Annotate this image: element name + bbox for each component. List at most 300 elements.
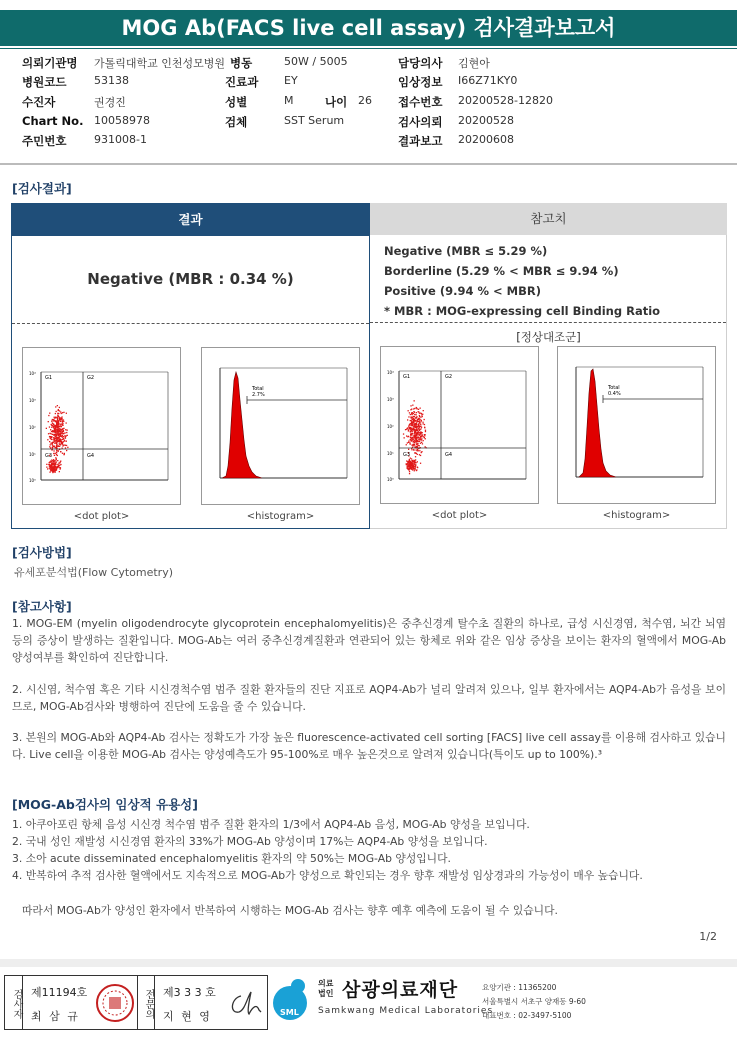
signature-stroke bbox=[232, 992, 261, 1014]
scatter-dot bbox=[63, 419, 64, 420]
scatter-dot bbox=[60, 467, 61, 468]
scatter-dot bbox=[419, 450, 420, 451]
scatter-dot bbox=[50, 436, 51, 437]
scatter-dot bbox=[67, 447, 68, 448]
scatter-dot bbox=[62, 439, 63, 440]
histogram-gate-value: 0.4% bbox=[608, 391, 621, 397]
scatter-dot bbox=[411, 445, 412, 446]
scatter-dot bbox=[409, 473, 410, 474]
scatter-dot bbox=[414, 414, 415, 415]
scatter-dot bbox=[419, 422, 420, 423]
request-date-label: 검사의뢰 bbox=[398, 115, 443, 129]
scatter-dot bbox=[51, 433, 52, 434]
scatter-dot bbox=[409, 428, 410, 429]
control-histogram-caption: <histogram> bbox=[602, 510, 671, 521]
scatter-dot bbox=[49, 446, 50, 447]
scatter-dot bbox=[421, 413, 422, 414]
clinical-info-value: I66Z71KY0 bbox=[458, 74, 518, 87]
scatter-dot bbox=[416, 429, 417, 430]
scatter-dot bbox=[411, 463, 412, 464]
scatter-dot bbox=[50, 467, 51, 468]
scatter-dot bbox=[51, 424, 52, 425]
scatter-dot bbox=[62, 442, 63, 443]
scatter-dot bbox=[419, 454, 420, 455]
scatter-dot bbox=[54, 460, 55, 461]
scatter-dot bbox=[53, 437, 54, 438]
scatter-dot bbox=[58, 425, 59, 426]
patient-dot-plot-caption: <dot plot> bbox=[73, 511, 130, 522]
scatter-dot bbox=[59, 407, 60, 408]
ref-note: * MBR : MOG-expressing cell Binding Ratio bbox=[384, 304, 661, 318]
org-contact bbox=[482, 981, 586, 1023]
scatter-dot bbox=[49, 441, 50, 442]
scatter-dot bbox=[407, 463, 408, 464]
scatter-dot bbox=[409, 459, 410, 460]
scatter-dot bbox=[424, 434, 425, 435]
control-dot-points bbox=[403, 400, 427, 474]
quadrant-label-g1: G1 bbox=[45, 375, 53, 381]
scatter-dot bbox=[419, 445, 420, 446]
scatter-dot bbox=[59, 444, 60, 445]
scatter-dot bbox=[415, 432, 416, 433]
scatter-dot bbox=[424, 424, 425, 425]
signature-box bbox=[4, 975, 268, 1030]
note-paragraph-2: 2. 시신염, 척수염 혹은 기타 시신경척수염 범주 질환 환자들의 진단 지표로 AQP4-Ab가 널리 알려져 있으나, 일부 환자에서는 AQP4-Ab가 음성을 보이므로, MOG-Ab검사와 병행하여 진단에 도움을 줄 수 있습니다. bbox=[12, 683, 726, 713]
scatter-dot bbox=[408, 442, 409, 443]
scatter-dot bbox=[53, 459, 54, 460]
examiner-license: 제11194호 bbox=[31, 986, 88, 999]
scatter-dot bbox=[422, 443, 423, 444]
scatter-dot bbox=[57, 460, 58, 461]
scatter-dot bbox=[406, 464, 407, 465]
scatter-dot bbox=[50, 443, 51, 444]
scatter-dot bbox=[412, 405, 413, 406]
scatter-dot bbox=[413, 413, 414, 414]
scatter-dot bbox=[53, 450, 54, 451]
scatter-dot bbox=[56, 440, 57, 441]
scatter-dot bbox=[418, 428, 419, 429]
scatter-dot bbox=[64, 435, 65, 436]
scatter-dot bbox=[49, 426, 50, 427]
scatter-dot bbox=[65, 429, 66, 430]
ref-positive: Positive (9.94 % < MBR) bbox=[384, 284, 541, 298]
scatter-dot bbox=[420, 443, 421, 444]
y-tick-label: 10⁴ bbox=[29, 371, 36, 376]
scatter-dot bbox=[416, 416, 417, 417]
scatter-dot bbox=[410, 465, 411, 466]
scatter-dot bbox=[420, 408, 421, 409]
scatter-dot bbox=[55, 435, 56, 436]
result-column bbox=[11, 203, 370, 529]
scatter-dot bbox=[410, 420, 411, 421]
scatter-dot bbox=[412, 414, 413, 415]
scatter-dot bbox=[420, 421, 421, 422]
scatter-dot bbox=[57, 421, 58, 422]
scatter-dot bbox=[56, 411, 57, 412]
specialist-license: 제3 3 3 호 bbox=[163, 986, 216, 999]
sex-value: M bbox=[284, 94, 294, 107]
y-tick-label: 10³ bbox=[387, 397, 394, 402]
scatter-dot bbox=[47, 439, 48, 440]
scatter-dot bbox=[50, 429, 51, 430]
scatter-dot bbox=[63, 428, 64, 429]
scatter-dot bbox=[411, 449, 412, 450]
scatter-dot bbox=[410, 428, 411, 429]
scatter-dot bbox=[62, 433, 63, 434]
scatter-dot bbox=[424, 427, 425, 428]
scatter-dot bbox=[55, 436, 56, 437]
hospital-code-value: 53138 bbox=[94, 74, 129, 87]
request-date-value: 20200528 bbox=[458, 114, 514, 127]
control-dot-plot-caption: <dot plot> bbox=[431, 510, 488, 521]
scatter-dot bbox=[409, 467, 410, 468]
scatter-dot bbox=[54, 461, 55, 462]
scatter-dot bbox=[408, 426, 409, 427]
scatter-dot bbox=[414, 412, 415, 413]
scatter-dot bbox=[425, 431, 426, 432]
ref-borderline: Borderline (5.29 % < MBR ≤ 9.94 %) bbox=[384, 264, 619, 278]
scatter-dot bbox=[63, 433, 64, 434]
y-tick-label: 10³ bbox=[29, 398, 36, 403]
scatter-dot bbox=[53, 419, 54, 420]
scatter-dot bbox=[414, 462, 415, 463]
scatter-dot bbox=[53, 420, 54, 421]
scatter-dot bbox=[57, 419, 58, 420]
scatter-dot bbox=[61, 430, 62, 431]
scatter-dot bbox=[412, 460, 413, 461]
scatter-dot bbox=[53, 426, 54, 427]
scatter-dot bbox=[417, 461, 418, 462]
scatter-dot bbox=[418, 411, 419, 412]
scatter-dot bbox=[407, 428, 408, 429]
scatter-dot bbox=[52, 464, 53, 465]
scatter-dot bbox=[49, 466, 50, 467]
scatter-dot bbox=[408, 449, 409, 450]
scatter-dot bbox=[57, 413, 58, 414]
scatter-dot bbox=[406, 435, 407, 436]
scatter-dot bbox=[58, 438, 59, 439]
scatter-dot bbox=[415, 424, 416, 425]
scatter-dot bbox=[63, 454, 64, 455]
scatter-dot bbox=[413, 418, 414, 419]
scatter-dot bbox=[414, 400, 415, 401]
physician-label: 담당의사 bbox=[398, 56, 443, 70]
scatter-dot bbox=[414, 426, 415, 427]
scatter-dot bbox=[406, 444, 407, 445]
scatter-dot bbox=[417, 421, 418, 422]
scatter-dot bbox=[415, 420, 416, 421]
org-code: 요양기관 : 11365200 bbox=[482, 983, 557, 992]
scatter-dot bbox=[418, 434, 419, 435]
scatter-dot bbox=[51, 439, 52, 440]
patient-histogram-caption: <histogram> bbox=[246, 511, 315, 522]
scatter-dot bbox=[408, 466, 409, 467]
clinical-heading: [MOG-Ab검사의 임상적 유용성] bbox=[12, 797, 198, 812]
scatter-dot bbox=[415, 468, 416, 469]
scatter-dot bbox=[421, 427, 422, 428]
quadrant-label-g1: G1 bbox=[403, 374, 411, 380]
scatter-dot bbox=[66, 432, 67, 433]
scatter-dot bbox=[408, 461, 409, 462]
scatter-dot bbox=[411, 431, 412, 432]
scatter-dot bbox=[419, 418, 420, 419]
scatter-dot bbox=[53, 442, 54, 443]
scatter-dot bbox=[412, 468, 413, 469]
scatter-dot bbox=[60, 435, 61, 436]
scatter-dot bbox=[423, 410, 424, 411]
scatter-dot bbox=[62, 445, 63, 446]
scatter-dot bbox=[53, 435, 54, 436]
scatter-dot bbox=[420, 436, 421, 437]
reference-header: 참고치 bbox=[370, 203, 727, 235]
scatter-dot bbox=[414, 452, 415, 453]
scatter-dot bbox=[422, 414, 423, 415]
clinical-line-4: 4. 반복하여 추적 검사한 혈액에서도 지속적으로 MOG-Ab가 양성으로 확인되는 경우 향후 재발성 임상경과의 가능성이 매우 높습니다. bbox=[12, 869, 643, 882]
scatter-dot bbox=[424, 437, 425, 438]
scatter-dot bbox=[49, 472, 50, 473]
clinical-line-5: 따라서 MOG-Ab가 양성인 환자에서 반복하여 시행하는 MOG-Ab 검사는 향후 예후 예측에 도움이 될 수 있습니다. bbox=[22, 904, 558, 917]
scatter-dot bbox=[415, 430, 416, 431]
scatter-dot bbox=[416, 414, 417, 415]
hospital-code-label: 병원코드 bbox=[22, 75, 67, 89]
scatter-dot bbox=[416, 440, 417, 441]
scatter-dot bbox=[55, 406, 56, 407]
scatter-dot bbox=[58, 416, 59, 417]
scatter-dot bbox=[409, 468, 410, 469]
result-header: 결과 bbox=[12, 204, 369, 236]
scatter-dot bbox=[418, 432, 419, 433]
scatter-dot bbox=[418, 441, 419, 442]
scatter-dot bbox=[416, 434, 417, 435]
histogram-gate-label: Total bbox=[608, 385, 620, 391]
scatter-dot bbox=[410, 440, 411, 441]
scatter-dot bbox=[48, 433, 49, 434]
scatter-dot bbox=[59, 440, 60, 441]
scatter-dot bbox=[58, 421, 59, 422]
specialist-name: 지 현 영 bbox=[163, 1010, 212, 1023]
physician-value: 김현아 bbox=[458, 57, 490, 70]
receipt-no-value: 20200528-12820 bbox=[458, 94, 553, 107]
scatter-dot bbox=[61, 426, 62, 427]
scatter-dot bbox=[420, 417, 421, 418]
scatter-dot bbox=[423, 423, 424, 424]
scatter-dot bbox=[54, 443, 55, 444]
scatter-dot bbox=[425, 430, 426, 431]
reference-divider bbox=[370, 322, 726, 323]
scatter-dot bbox=[59, 471, 60, 472]
scatter-dot bbox=[411, 434, 412, 435]
org-english-name: Samkwang Medical Laboratories bbox=[318, 1006, 494, 1016]
scatter-dot bbox=[55, 417, 56, 418]
scatter-dot bbox=[412, 425, 413, 426]
patient-histogram bbox=[201, 347, 360, 505]
specimen-value: SST Serum bbox=[284, 114, 345, 127]
scatter-dot bbox=[411, 423, 412, 424]
scatter-dot bbox=[415, 438, 416, 439]
scatter-dot bbox=[420, 463, 421, 464]
scatter-dot bbox=[46, 467, 47, 468]
scatter-dot bbox=[410, 416, 411, 417]
scatter-dot bbox=[53, 428, 54, 429]
scatter-dot bbox=[57, 432, 58, 433]
scatter-dot bbox=[53, 471, 54, 472]
scatter-dot bbox=[47, 468, 48, 469]
scatter-dot bbox=[56, 452, 57, 453]
scatter-dot bbox=[60, 423, 61, 424]
scatter-dot bbox=[56, 444, 57, 445]
scatter-dot bbox=[55, 457, 56, 458]
footer-band bbox=[0, 959, 737, 967]
scatter-dot bbox=[50, 462, 51, 463]
scatter-dot bbox=[413, 416, 414, 417]
scatter-dot bbox=[407, 442, 408, 443]
scatter-dot bbox=[56, 468, 57, 469]
histogram-gate-label: Total bbox=[252, 386, 264, 392]
scatter-dot bbox=[425, 446, 426, 447]
age-label: 나이 bbox=[325, 95, 348, 109]
rrn-label: 주민번호 bbox=[22, 134, 67, 148]
scatter-dot bbox=[62, 428, 63, 429]
sml-logo-icon bbox=[270, 975, 314, 1027]
scatter-dot bbox=[60, 426, 61, 427]
ward-value: 50W / 5005 bbox=[284, 55, 348, 68]
title-divider bbox=[0, 48, 737, 49]
y-tick-label: 10⁰ bbox=[29, 478, 36, 483]
scatter-dot bbox=[414, 463, 415, 464]
scatter-dot bbox=[48, 415, 49, 416]
scatter-dot bbox=[421, 452, 422, 453]
scatter-dot bbox=[58, 427, 59, 428]
scatter-dot bbox=[414, 440, 415, 441]
specialist-signature bbox=[227, 986, 263, 1020]
scatter-dot bbox=[413, 450, 414, 451]
scatter-dot bbox=[57, 455, 58, 456]
scatter-dot bbox=[55, 453, 56, 454]
scatter-dot bbox=[413, 465, 414, 466]
organization-logo-area bbox=[270, 975, 730, 1030]
scatter-dot bbox=[416, 469, 417, 470]
patient-dot-plot bbox=[22, 347, 181, 505]
histogram-gate-value: 2.7% bbox=[252, 392, 265, 398]
logo-head-circle bbox=[291, 979, 305, 993]
scatter-dot bbox=[412, 466, 413, 467]
clinical-line-1: 1. 아쿠아포린 항체 음성 시신경 척수염 범주 질환 환자의 1/3에서 AQP4-Ab 음성, MOG-Ab 양성을 보입니다. bbox=[12, 818, 530, 831]
examiner-label: 검사자 bbox=[5, 976, 23, 1029]
chart-no-value: 10058978 bbox=[94, 114, 150, 127]
scatter-dot bbox=[403, 433, 404, 434]
scatter-dot bbox=[50, 447, 51, 448]
scatter-dot bbox=[411, 412, 412, 413]
method-heading: [검사방법] bbox=[12, 545, 72, 560]
scatter-dot bbox=[66, 445, 67, 446]
scatter-dot bbox=[416, 435, 417, 436]
scatter-dot bbox=[53, 453, 54, 454]
scatter-dot bbox=[55, 421, 56, 422]
scatter-dot bbox=[58, 465, 59, 466]
scatter-dot bbox=[55, 432, 56, 433]
scatter-dot bbox=[416, 449, 417, 450]
scatter-dot bbox=[59, 446, 60, 447]
method-text: 유세포분석법(Flow Cytometry) bbox=[14, 566, 174, 579]
scatter-dot bbox=[418, 437, 419, 438]
scatter-dot bbox=[59, 441, 60, 442]
note-paragraph-1: 1. MOG-EM (myelin oligodendrocyte glycoprotein encephalomyelitis)은 중추신경계 탈수초 질환의 하나로, 급성 시신경염, 척수염, 뇌간 뇌염 등의 증상이 발생하는 질환입니다. MOG-Ab는 여러 중추신경계질환과 연관되어 있는 항체로 위와 같은 임상 증상을 보이는 환자의 혈액에서 MOG-Ab 양성여부를 확인하여 진단합니다. bbox=[12, 617, 726, 664]
org-address: 서울특별시 서초구 양재동 9-60 bbox=[482, 997, 586, 1006]
scatter-dot bbox=[418, 423, 419, 424]
org-name: 삼광의료재단 bbox=[342, 979, 459, 1001]
scatter-dot bbox=[50, 444, 51, 445]
scatter-dot bbox=[60, 411, 61, 412]
scatter-dot bbox=[414, 444, 415, 445]
scatter-dot bbox=[46, 464, 47, 465]
scatter-dot bbox=[419, 426, 420, 427]
scatter-dot bbox=[53, 424, 54, 425]
scatter-dot bbox=[61, 413, 62, 414]
scatter-dot bbox=[414, 445, 415, 446]
scatter-dot bbox=[413, 429, 414, 430]
scatter-dot bbox=[52, 430, 53, 431]
scatter-dot bbox=[410, 409, 411, 410]
scatter-dot bbox=[58, 434, 59, 435]
scatter-dot bbox=[55, 438, 56, 439]
ref-negative: Negative (MBR ≤ 5.29 %) bbox=[384, 244, 548, 258]
scatter-dot bbox=[54, 446, 55, 447]
scatter-dot bbox=[409, 424, 410, 425]
scatter-dot bbox=[52, 447, 53, 448]
scatter-dot bbox=[416, 446, 417, 447]
scatter-dot bbox=[66, 441, 67, 442]
scatter-dot bbox=[51, 421, 52, 422]
scatter-dot bbox=[414, 469, 415, 470]
scatter-dot bbox=[409, 464, 410, 465]
scatter-dot bbox=[408, 430, 409, 431]
scatter-dot bbox=[63, 421, 64, 422]
ward-label: 병동 bbox=[230, 56, 253, 70]
y-tick-label: 10⁰ bbox=[387, 477, 394, 482]
scatter-dot bbox=[419, 441, 420, 442]
scatter-dot bbox=[62, 437, 63, 438]
scatter-dot bbox=[419, 413, 420, 414]
scatter-dot bbox=[55, 464, 56, 465]
scatter-dot bbox=[66, 413, 67, 414]
scatter-dot bbox=[413, 408, 414, 409]
scatter-dot bbox=[46, 428, 47, 429]
scatter-dot bbox=[49, 462, 50, 463]
quadrant-label-g2: G2 bbox=[445, 374, 453, 380]
scatter-dot bbox=[66, 450, 67, 451]
scatter-dot bbox=[55, 426, 56, 427]
patient-value: 권경진 bbox=[94, 96, 126, 109]
scatter-dot bbox=[62, 424, 63, 425]
clinical-info-label: 임상정보 bbox=[398, 75, 443, 89]
results-heading: [검사결과] bbox=[12, 181, 72, 196]
scatter-dot bbox=[412, 439, 413, 440]
info-divider bbox=[0, 163, 737, 165]
scatter-dot bbox=[410, 444, 411, 445]
examiner-seal bbox=[95, 983, 135, 1023]
patient-histogram-svg bbox=[202, 348, 359, 504]
note-paragraph-3: 3. 본원의 MOG-Ab와 AQP4-Ab 검사는 정확도가 가장 높은 fluorescence-activated cell sorting [FACS] live cell assay를 이용해 검사하고 있습니다. Live cell을 이용한 MOG-Ab 검사는 양성예측도가 95-100%로 매우 높은것으로 알려져 있습니다(특이도 up to 100%).³ bbox=[12, 731, 726, 761]
scatter-dot bbox=[419, 419, 420, 420]
quadrant-label-g4: G4 bbox=[445, 452, 453, 458]
scatter-dot bbox=[62, 435, 63, 436]
clinical-line-2: 2. 국내 성인 재발성 시신경염 환자의 33%가 MOG-Ab 양성이며 17%는 AQP4-Ab 양성을 보입니다. bbox=[12, 835, 488, 848]
y-tick-label: 10¹ bbox=[29, 452, 36, 457]
scatter-dot bbox=[58, 466, 59, 467]
org-phone: 대표번호 : 02-3497-5100 bbox=[482, 1011, 572, 1020]
scatter-dot bbox=[409, 412, 410, 413]
control-dot-plot bbox=[380, 346, 539, 504]
